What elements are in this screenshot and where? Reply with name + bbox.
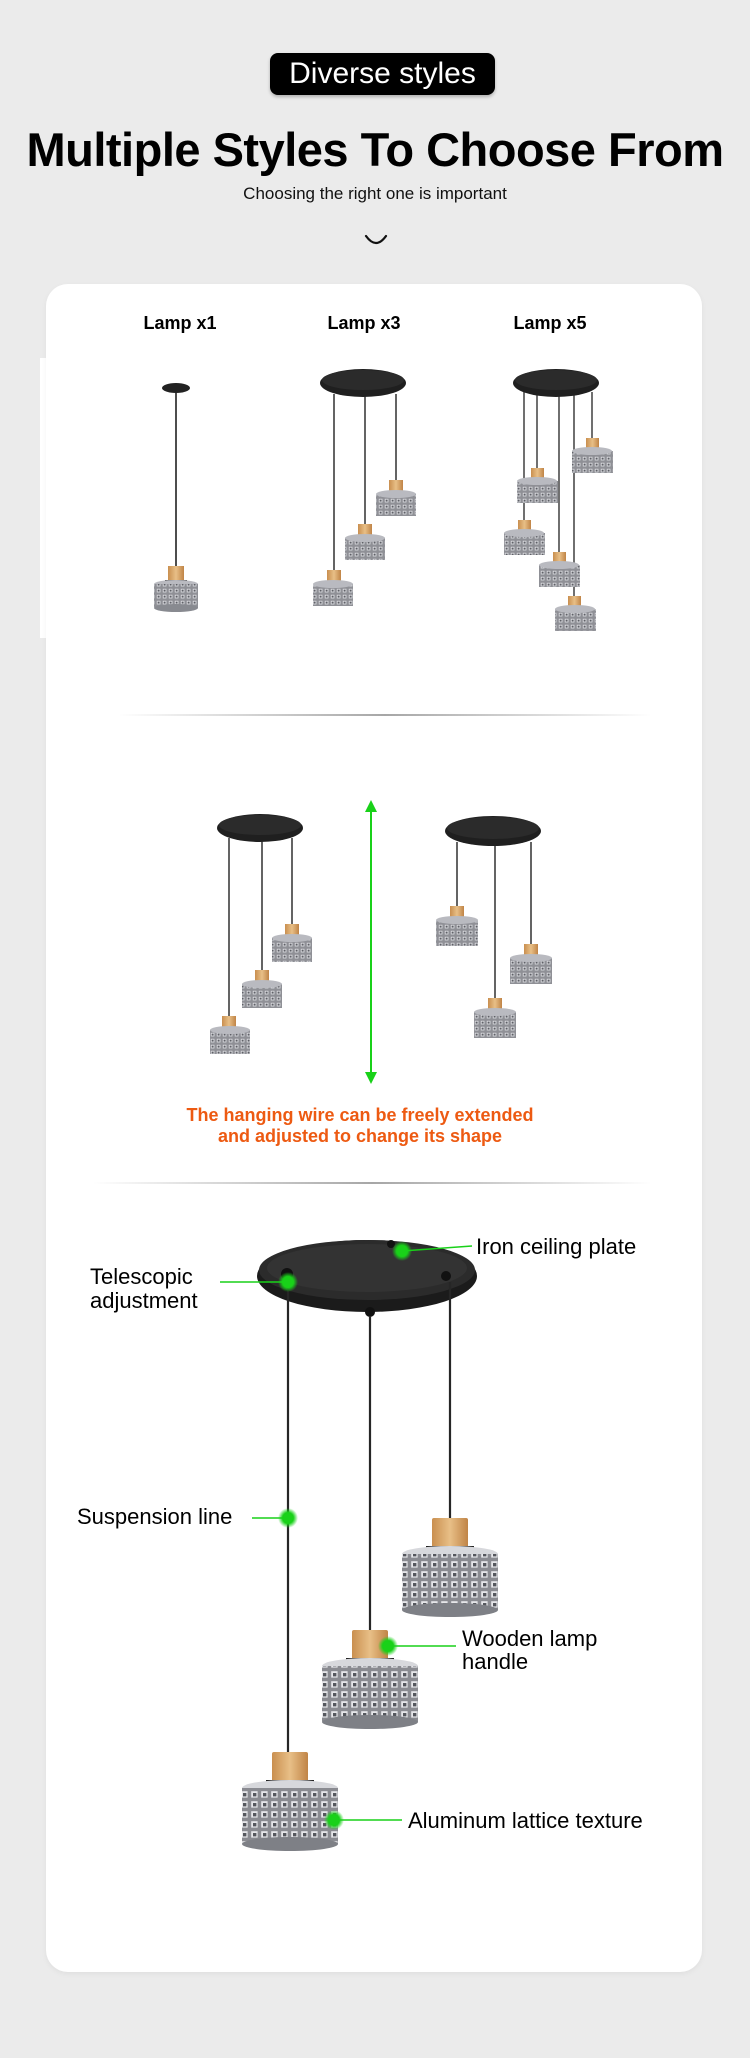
style-label-lamp-x3: Lamp x3 (327, 313, 401, 333)
callout-aluminum-lattice: Aluminum lattice texture (408, 1808, 643, 1833)
pendant-detail (242, 1240, 498, 1851)
style-label-lamp-x1: Lamp x1 (143, 313, 217, 333)
page-headline: Multiple Styles To Choose From (26, 123, 724, 176)
diverse-styles-badge: Diverse styles (270, 53, 495, 95)
pendant-single (154, 383, 198, 612)
section-divider (118, 714, 652, 716)
callout-telescopic-line2: adjustment (90, 1288, 198, 1313)
pendant-cascade-left (210, 814, 312, 1054)
callout-iron-plate: Iron ceiling plate (476, 1234, 637, 1259)
page-subtitle: Choosing the right one is important (243, 184, 507, 203)
pendant-quintuple (504, 369, 613, 631)
length-arrow (365, 800, 377, 1084)
callout-telescopic-line1: Telescopic (90, 1264, 193, 1289)
callout-wooden-handle-line2: handle (462, 1649, 529, 1674)
pendant-cascade-right (436, 816, 552, 1038)
wire-note-line1: The hanging wire can be freely extended (186, 1105, 534, 1125)
callout-suspension-line: Suspension line (77, 1504, 233, 1529)
section-divider (92, 1182, 652, 1184)
style-label-lamp-x5: Lamp x5 (513, 313, 587, 333)
callout-wooden-handle-line1: Wooden lamp (462, 1626, 598, 1651)
wire-note-line2: and adjusted to change its shape (217, 1126, 503, 1146)
pendant-triple (313, 369, 416, 606)
